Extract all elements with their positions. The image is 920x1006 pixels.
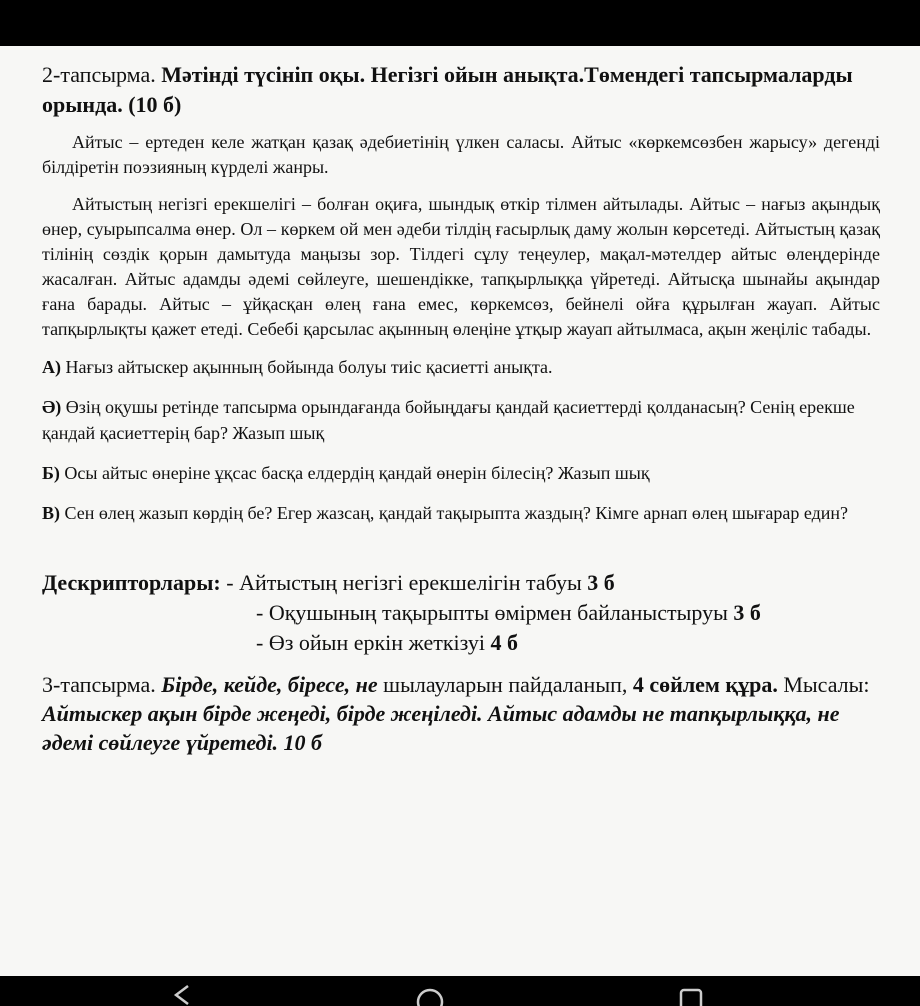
descriptor-text: - Оқушының тақырыпты өмірмен байланыстыруы	[256, 600, 728, 625]
status-bar	[0, 0, 920, 46]
descriptor-points: 4 б	[490, 630, 519, 655]
task3-label: 3-тапсырма.	[42, 672, 156, 697]
task2-title: Мәтінді түсініп оқы. Негізгі ойын анықта.Төмендегі тапсырмаларды орында. (10 б)	[42, 62, 853, 117]
question-text: Осы айтыс өнеріне ұқсас басқа елдердің қандай өнерін білесің? Жазып шық	[64, 463, 650, 483]
descriptors-label: Дескрипторлары:	[42, 570, 221, 595]
task2-label: 2-тапсырма.	[42, 62, 156, 87]
task3-bold-end: 4 сөйлем құра.	[632, 672, 778, 697]
question-label: А)	[42, 357, 61, 377]
task2-heading	[42, 60, 880, 120]
text-paragraph-2: Айтыстың негізгі ерекшелігі – болған оқиға, шындық өткір тілмен айтылады. Айтыс – нағыз ақындық өнер, суырыпсалма өнер. Ол – көркем ой мен әдеби тілдің ғасырлық даму жолын көрсетеді. Айтыстың қазақ тілінің сөздік қорын дамытуда маңызы зор. Тілдегі сұлу теңеулер, мақал-мәтелдер айтыс өлеңдерінде жасалған. Айтыс адамды әдемі сөйлеуге, шешендікке, тапқырлыққа үйретеді. Айтысқа шынайы ақындар ғана барады. Айтыс – ұйқасқан өлең ғана емес, көркемсөз, бейнелі ойға құрылған жауап. Айтыс тапқырлықты қажет етеді. Себебі қарсылас ақынның өлеңіне ұтқыр жауап айтылмаса, ақын жеңіліс табады.	[42, 194, 880, 339]
home-circle-icon[interactable]	[415, 984, 445, 1006]
descriptors-line-3	[42, 628, 880, 658]
task3-paragraph	[42, 670, 880, 757]
descriptors-line-2	[42, 598, 880, 628]
recent-square-icon[interactable]	[678, 984, 704, 1006]
task3-middle: шылауларын пайдаланып,	[383, 672, 628, 697]
navigation-bar	[0, 976, 920, 1000]
question-label: Б)	[42, 463, 60, 483]
question-v	[42, 500, 880, 526]
task3-words: Бірде, кейде, біресе, не	[161, 672, 378, 697]
question-a	[42, 354, 880, 380]
descriptors-line-1	[42, 568, 880, 598]
descriptor-text: - Өз ойын еркін жеткізуі	[256, 630, 486, 655]
question-ae	[42, 394, 880, 446]
descriptor-points: 3 б	[733, 600, 761, 625]
descriptor-points: 3 б	[587, 570, 615, 595]
question-label: В)	[42, 503, 60, 523]
task3-example: Айтыскер ақын бірде жеңеді, бірде жеңіледі. Айтыс адамды не тапқырлыққа, не әдемі сөйлеуге үйретеді. 10 б	[42, 701, 840, 755]
text-paragraph-1: Айтыс – ертеден келе жатқан қазақ әдебиетінің үлкен саласы. Айтыс «көркемсөзбен жарысу» дегенді білдіретін поэзияның күрделі жанры.	[42, 132, 880, 177]
question-label: Ә)	[42, 397, 62, 417]
question-b	[42, 460, 880, 486]
document-page	[0, 46, 920, 976]
question-text: Өзің оқушы ретінде тапсырма орындағанда бойыңдағы қандай қасиеттерді қолданасың? Сенің ерекше қандай қасиеттерің бар? Жазып шық	[42, 397, 855, 443]
descriptor-text: - Айтыстың негізгі ерекшелігін табуы	[226, 570, 582, 595]
task3-example-label: Мысалы:	[783, 672, 870, 697]
back-triangle-icon[interactable]	[170, 984, 194, 1006]
question-text: Нағыз айтыскер ақынның бойында болуы тиіс қасиетті анықта.	[65, 357, 553, 377]
question-text: Сен өлең жазып көрдің бе? Егер жазсаң, қандай тақырыпта жаздың? Кімге арнап өлең шығарар един?	[64, 503, 848, 523]
